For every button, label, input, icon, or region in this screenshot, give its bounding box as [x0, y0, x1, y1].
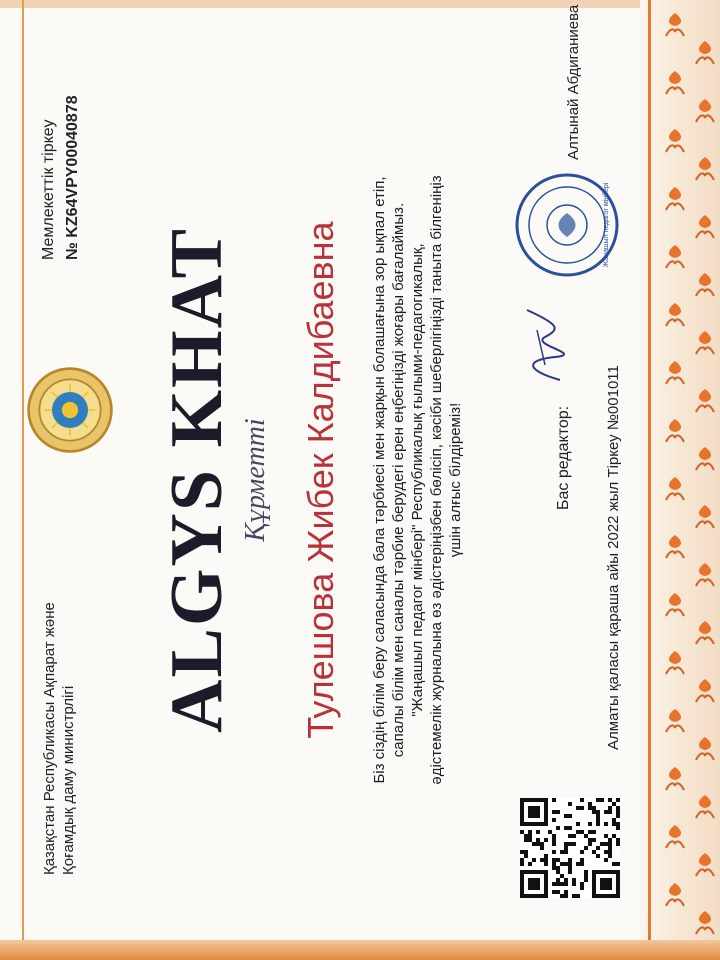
- body-line: үшін алғыс білдіреміз!: [447, 402, 464, 558]
- editor-name: Алтынай Абдиганиева: [565, 4, 582, 160]
- ornament-icon: [690, 270, 720, 300]
- border-line-right: [648, 0, 651, 960]
- ornament-icon: [690, 38, 720, 68]
- ornament-icon: [660, 242, 690, 272]
- ornament-icon: [690, 734, 720, 764]
- ornament-icon: [690, 792, 720, 822]
- body-line: сапалы білім мен саналы тәрбие берудегі ерен еңбегіңізді жоғары бағалаймыз.: [390, 202, 407, 758]
- ornament-icon: [660, 10, 690, 40]
- ministry-line-2: Қоғамдық даму министрлігі: [60, 685, 77, 875]
- editor-label: Бас редактор:: [555, 405, 572, 510]
- city-date-registration: Алматы қаласы қараша айы 2022 жыл Тіркеу №001011: [605, 365, 622, 750]
- ornament-icon: [690, 908, 720, 938]
- ornament-icon: [660, 706, 690, 736]
- ornament-icon: [690, 502, 720, 532]
- ornament-icon: [690, 618, 720, 648]
- ornament-icon: [690, 154, 720, 184]
- ministry-name: [40, 545, 78, 875]
- ornament-icon: [690, 676, 720, 706]
- ornament-icon: [660, 300, 690, 330]
- body-line: Біз сіздің білім беру саласында бала тәрбиесі мен жарқын болашағына зор ықпал етіп,: [371, 176, 388, 784]
- qr-code: [520, 798, 620, 898]
- ornament-icon: [690, 386, 720, 416]
- body-line: әдістемелік журналына өз әдістеріңізбен бөлісіп, кәсіби шеберлігіңізді таныта білгеніңіз: [428, 175, 445, 785]
- ornament-icon: [660, 68, 690, 98]
- ornament-icon: [660, 764, 690, 794]
- ornament-icon: [660, 648, 690, 678]
- recipient-name: Тулешова Жибек Калдибаевна: [300, 221, 341, 739]
- ornament-icon: [690, 850, 720, 880]
- certificate-subtitle: Құрметті: [240, 418, 271, 542]
- ministry-line-1: Қазақстан Республикасы Ақпарат және: [41, 602, 58, 875]
- ornament-icon: [660, 822, 690, 852]
- signature-icon: [515, 305, 575, 385]
- ornament-icon: [660, 126, 690, 156]
- ornament-icon: [660, 532, 690, 562]
- registry-number: № KZ64VPY00040878: [64, 95, 81, 260]
- ornament-icon: [660, 590, 690, 620]
- certificate-title: ALGYS KHAT: [156, 227, 238, 733]
- ornament-icon: [660, 416, 690, 446]
- body-line: "Жаңашыл педагог мінбері" Республикалық ғылыми-педагогикалық,: [409, 243, 426, 717]
- ornament-icon: [690, 212, 720, 242]
- ornament-icon: [660, 474, 690, 504]
- registry-label: Мемлекеттік тіркеу: [40, 119, 57, 260]
- state-emblem-icon: [25, 365, 115, 455]
- official-stamp-icon: [512, 170, 622, 280]
- ornament-icon: [690, 328, 720, 358]
- ornament-icon: [690, 96, 720, 126]
- certificate-body: [370, 100, 465, 860]
- ornament-icon: [660, 184, 690, 214]
- ornament-icon: [660, 358, 690, 388]
- stamp-text: Жаңашыл педагог мінбері: [603, 182, 610, 268]
- ornament-icon: [690, 560, 720, 590]
- ornament-icon: [690, 444, 720, 474]
- ornament-icon: [660, 880, 690, 910]
